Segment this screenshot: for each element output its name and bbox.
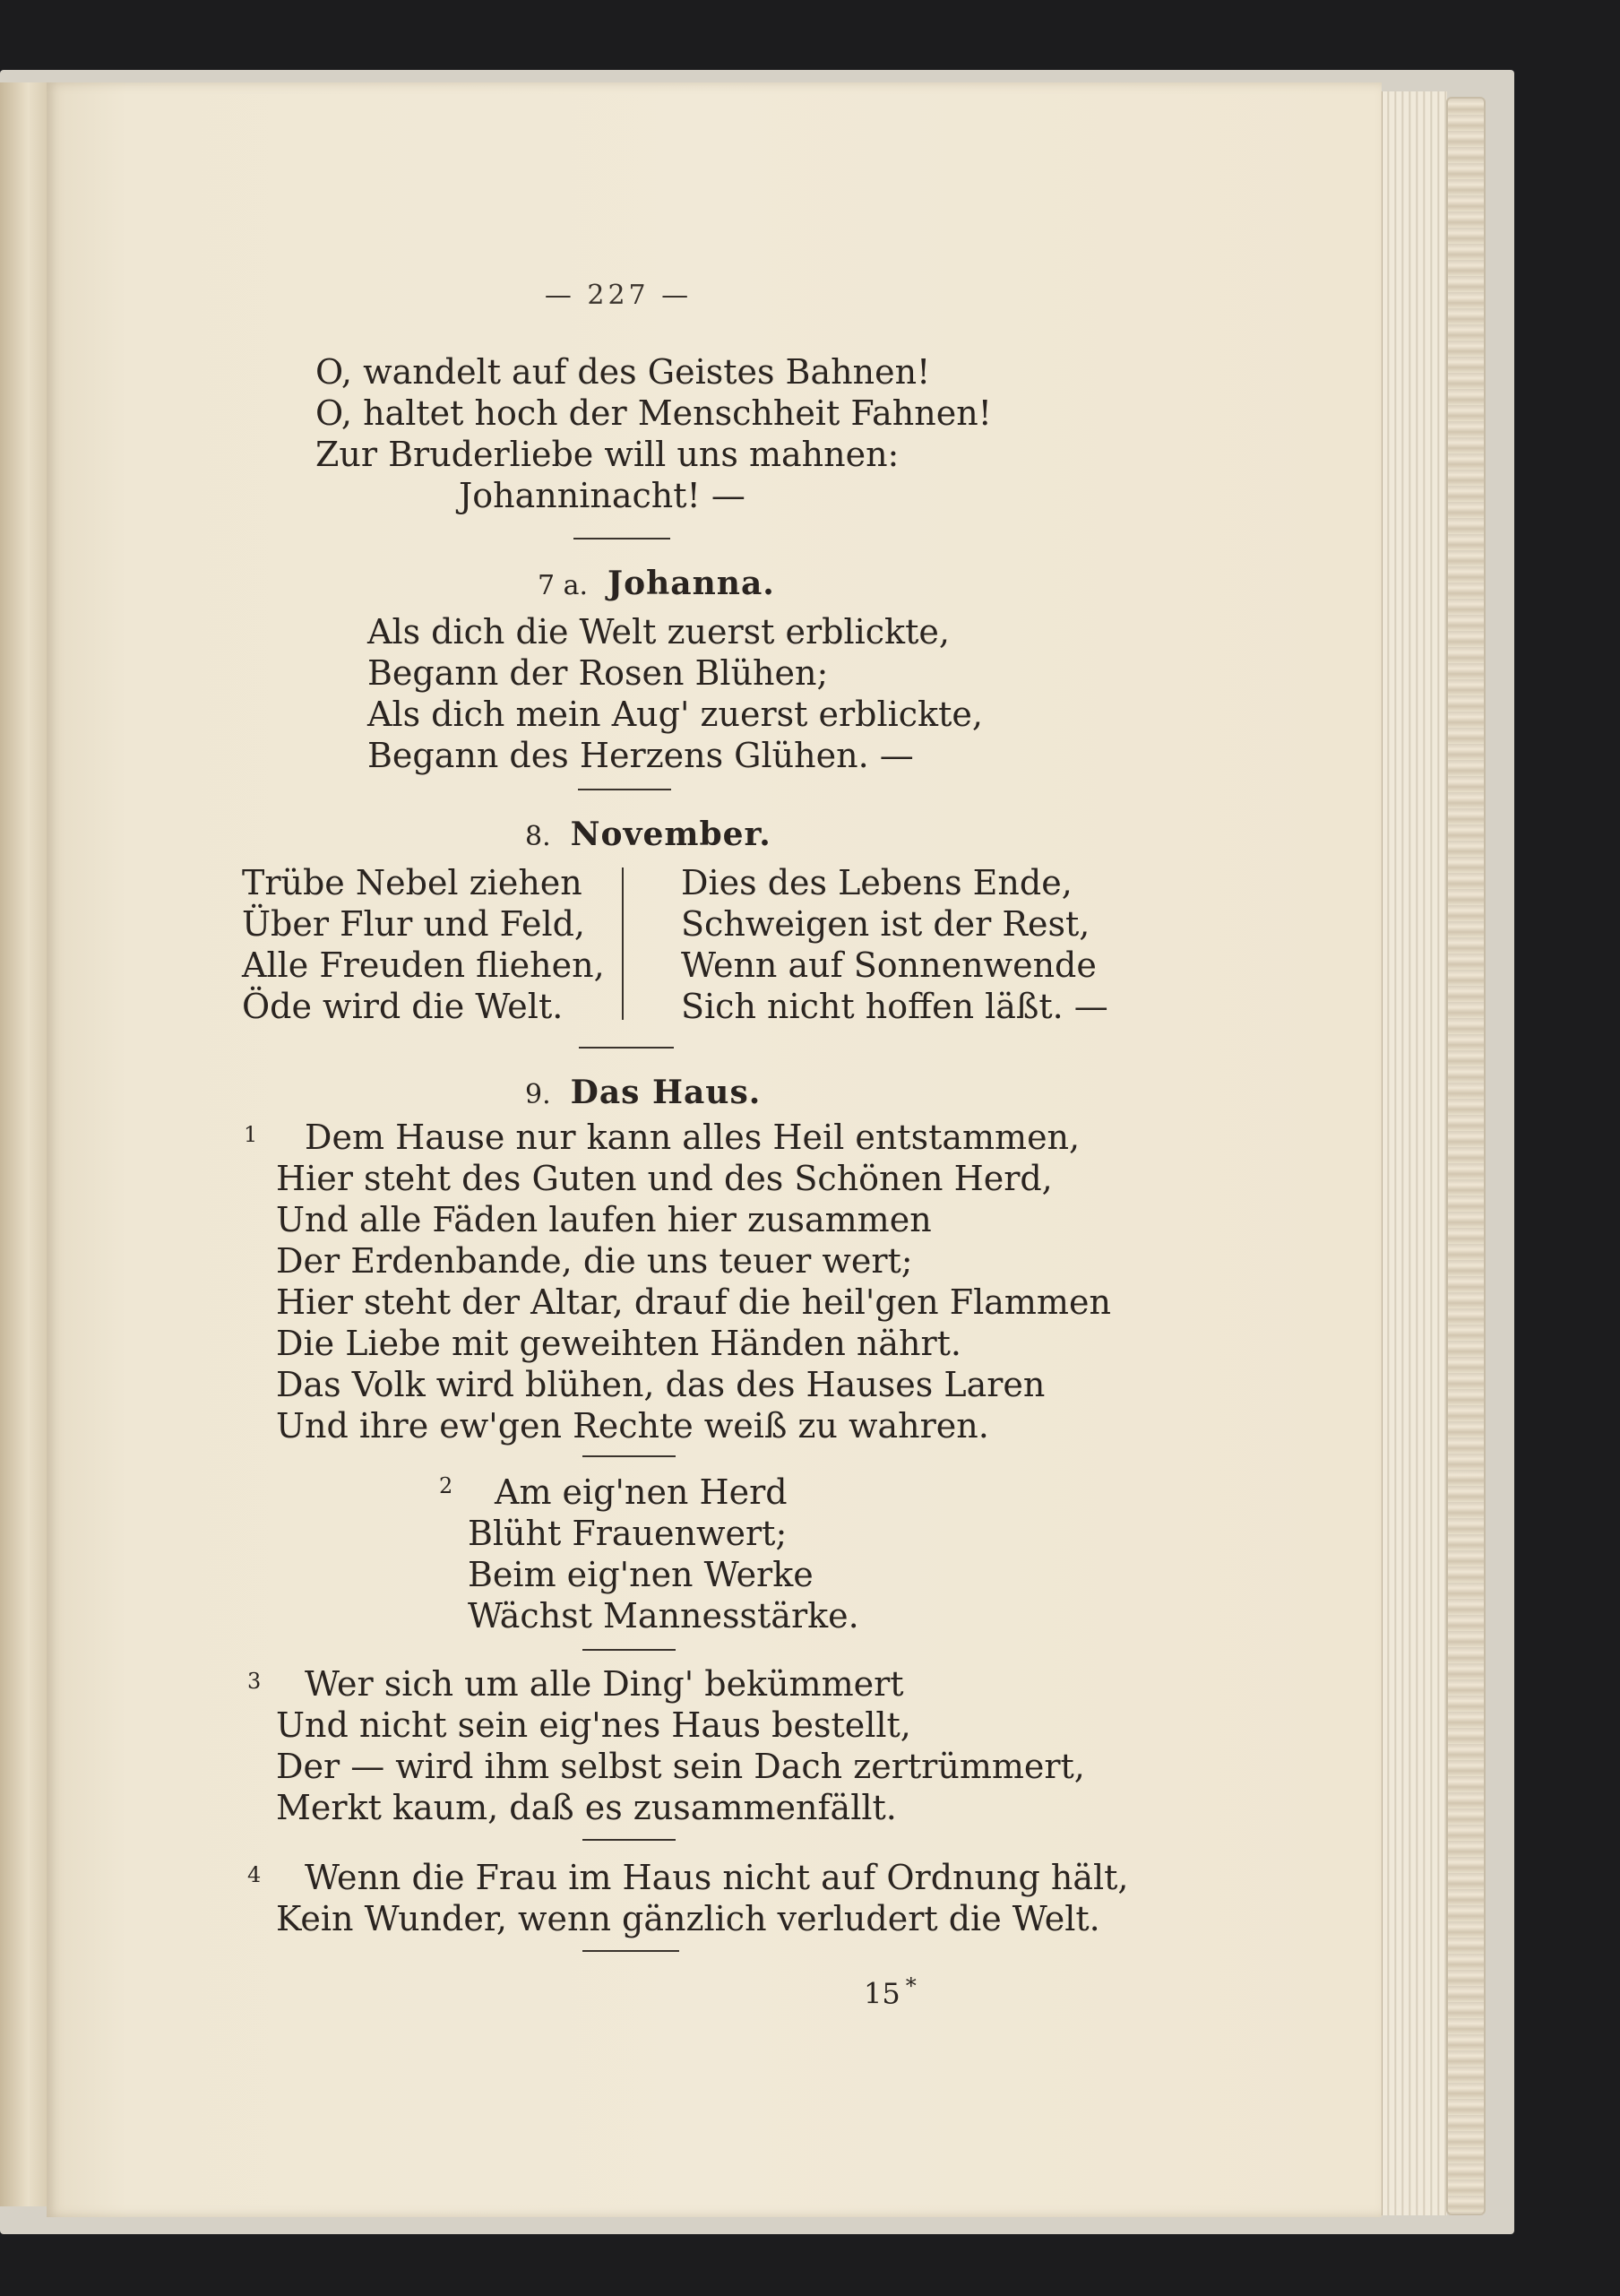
poem-line: Schweigen ist der Rest, [681, 904, 1090, 944]
poem-line: Begann des Herzens Glühen. — [367, 736, 914, 775]
johanna-verse [367, 611, 983, 776]
poem-line: Hier steht der Altar, drauf die heil'gen Flammen [276, 1282, 1111, 1322]
divider [579, 1047, 674, 1049]
signature-mark: * [905, 1973, 917, 1998]
left-page-edge [0, 82, 48, 2206]
poem-line: Als dich die Welt zuerst erblickte, [367, 612, 950, 652]
poem-line: Trübe Nebel ziehen [242, 863, 582, 902]
stanza-number: 4 [247, 1862, 262, 1887]
stanza-number: 2 [439, 1473, 453, 1498]
column-separator [622, 867, 624, 1020]
stanza-3 [276, 1663, 1085, 1828]
divider [582, 1950, 679, 1952]
section-number: 8. [525, 821, 551, 852]
stanza-4 [276, 1857, 1128, 1939]
poem-line: Johanninacht! — [459, 476, 745, 515]
november-left-column [242, 862, 605, 1027]
poem-line: Die Liebe mit geweihten Händen nährt. [276, 1324, 962, 1363]
poem-line: Blüht Frauenwert; [468, 1514, 788, 1553]
poem-line: Das Volk wird blühen, das des Hauses Laren [276, 1365, 1046, 1404]
poem-line: Merkt kaum, daß es zusammenfällt. [276, 1788, 897, 1827]
poem-line: Dem Hause nur kann alles Heil entstammen, [305, 1118, 1081, 1157]
section-heading [538, 565, 775, 602]
printer-signature [864, 1973, 917, 2011]
poem-line: Am eig'nen Herd [495, 1472, 788, 1512]
section-title: Johanna. [608, 565, 775, 602]
poem-line: Wenn auf Sonnenwende [681, 945, 1097, 985]
november-right-column [681, 862, 1108, 1027]
section-number: 9. [525, 1079, 551, 1110]
poem-line: Dies des Lebens Ende, [681, 863, 1073, 902]
poem-line: Begann der Rosen Blühen; [367, 653, 829, 693]
section-number: 7 a. [538, 570, 589, 601]
stanza-2 [468, 1472, 859, 1636]
stanza-number: 3 [247, 1669, 262, 1694]
section-title: Das Haus. [570, 1074, 762, 1111]
divider [578, 789, 671, 790]
divider [582, 1649, 676, 1651]
poem-line: Und nicht sein eig'nes Haus bestellt, [276, 1705, 911, 1745]
poem-line: Wächst Mannesstärke. [468, 1596, 859, 1636]
divider [582, 1839, 676, 1841]
poem-line: Zur Bruderliebe will uns mahnen: [315, 435, 900, 474]
poem-line: Sich nicht hoffen läßt. — [681, 987, 1108, 1026]
stanza-number: 1 [244, 1122, 258, 1147]
stanza-1 [276, 1117, 1111, 1446]
poem-line: Als dich mein Aug' zuerst erblickte, [367, 695, 983, 734]
ornamental-cover-border [1446, 97, 1486, 2215]
poem-line: Alle Freuden fliehen, [242, 945, 605, 985]
page-number: — 227 — [544, 280, 693, 311]
poem-end [315, 351, 992, 516]
poem-line: Hier steht des Guten und des Schönen Herd, [276, 1159, 1053, 1198]
section-title: November. [570, 816, 771, 853]
page-edges [1382, 91, 1447, 2215]
poem-line: Wer sich um alle Ding' bekümmert [305, 1664, 904, 1704]
poem-line: O, wandelt auf des Geistes Bahnen! [315, 352, 931, 392]
poem-line: Und alle Fäden laufen hier zusammen [276, 1200, 932, 1239]
poem-line: Und ihre ew'gen Rechte weiß zu wahren. [276, 1406, 989, 1446]
signature-number: 15 [864, 1976, 900, 2011]
poem-line: Öde wird die Welt. [242, 987, 564, 1026]
poem-line: Über Flur und Feld, [242, 904, 586, 944]
poem-line: Kein Wunder, wenn gänzlich verludert die Welt. [276, 1899, 1100, 1938]
poem-line: O, haltet hoch der Menschheit Fahnen! [315, 393, 992, 433]
section-heading [525, 1074, 761, 1111]
poem-line: Der Erdenbande, die uns teuer wert; [276, 1241, 913, 1281]
poem-line: Wenn die Frau im Haus nicht auf Ordnung hält, [305, 1858, 1129, 1897]
poem-line: Der — wird ihm selbst sein Dach zertrümmert, [276, 1747, 1085, 1786]
section-heading [525, 816, 771, 853]
divider [573, 538, 670, 539]
divider [582, 1455, 676, 1457]
poem-line: Beim eig'nen Werke [468, 1555, 814, 1594]
